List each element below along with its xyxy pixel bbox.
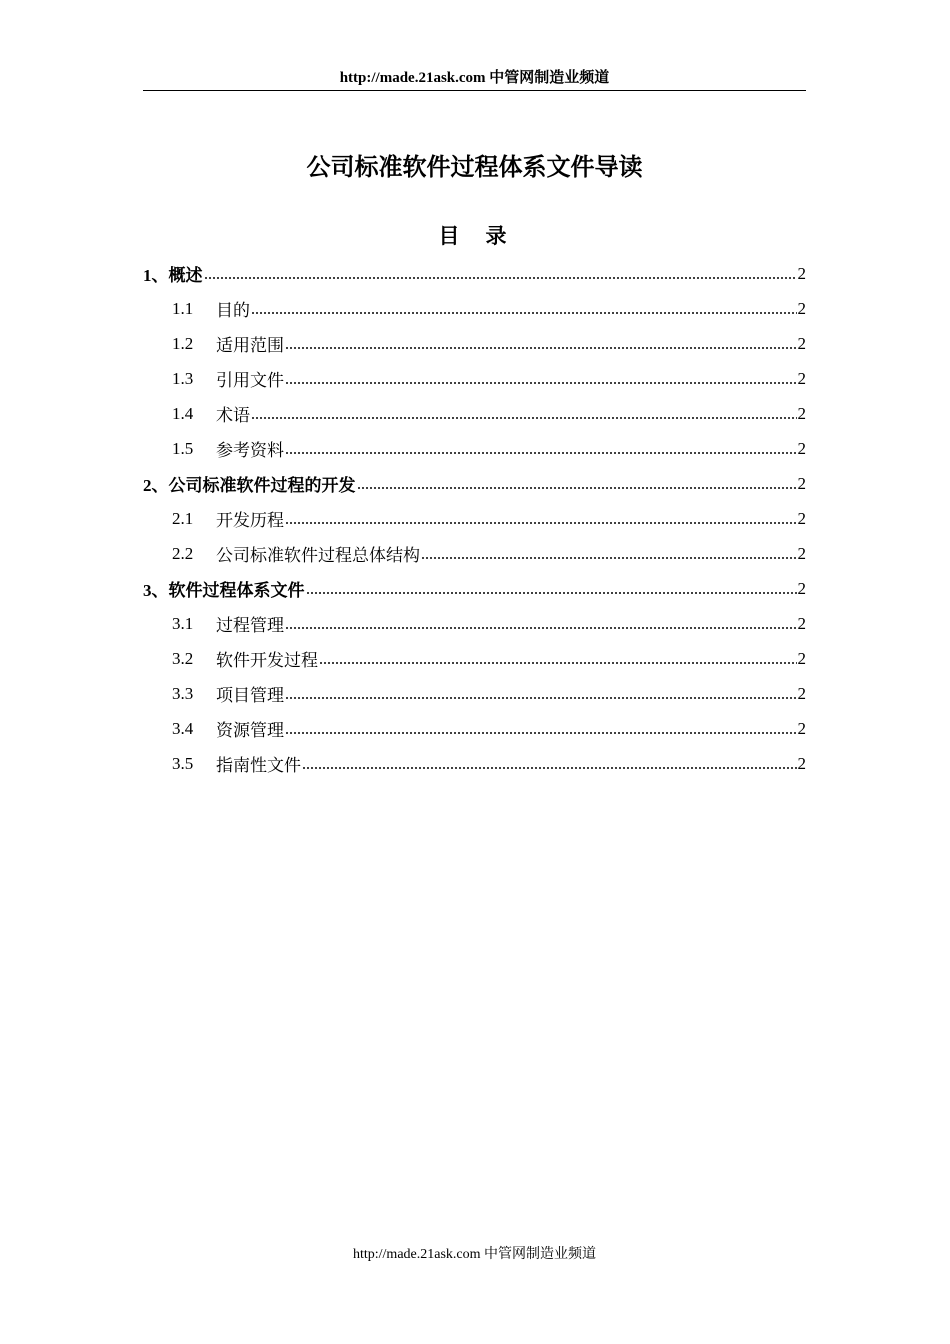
toc-section-entry[interactable] (143, 326, 806, 361)
toc-entry-label: 软件开发过程 (216, 651, 318, 671)
toc-entry-number: 2.2 (172, 543, 194, 563)
toc-section-entry[interactable] (143, 676, 806, 711)
toc-entry-number: 3.4 (172, 718, 194, 738)
toc-entry-label: 开发历程 (216, 511, 284, 531)
toc-entry-number: 1、 (143, 266, 169, 285)
toc-dot-leader (285, 616, 797, 633)
toc-dot-leader (285, 336, 797, 353)
toc-entry-page: 2 (797, 368, 806, 388)
toc-dot-leader (302, 756, 797, 773)
toc-chapter-entry[interactable] (143, 571, 806, 606)
toc-section-entry[interactable] (143, 291, 806, 326)
toc-entry-page: 2 (797, 473, 806, 493)
toc-entry-number: 3.3 (172, 683, 194, 703)
toc-chapter-entry[interactable] (143, 256, 806, 291)
toc-section-entry[interactable] (143, 606, 806, 641)
toc-entry-label: 引用文件 (216, 371, 284, 391)
toc-entry-page: 2 (797, 438, 806, 458)
toc-entry-label: 软件过程体系文件 (168, 581, 305, 601)
toc-section-entry[interactable] (143, 746, 806, 781)
toc-entry-label: 指南性文件 (216, 756, 301, 776)
toc-dot-leader (421, 546, 797, 563)
toc-entry-label: 公司标准软件过程的开发 (168, 476, 356, 496)
document-title: 公司标准软件过程体系文件导读 (306, 152, 643, 181)
toc-section-entry[interactable] (143, 431, 806, 466)
toc-section-entry[interactable] (143, 361, 806, 396)
toc-dot-leader (285, 721, 797, 738)
toc-entry-label: 参考资料 (216, 441, 284, 461)
toc-entry-label: 概述 (168, 266, 203, 286)
toc-section-entry[interactable] (143, 536, 806, 571)
toc-entry-number: 2、 (143, 476, 169, 495)
toc-entry-label: 项目管理 (216, 686, 284, 706)
toc-entry-number: 3.1 (172, 613, 194, 633)
toc-entry-page: 2 (797, 508, 806, 528)
toc-entry-number: 1.2 (172, 333, 194, 353)
toc-entry-page: 2 (797, 753, 806, 773)
toc-entry-page: 2 (797, 683, 806, 703)
toc-entry-label: 适用范围 (216, 336, 284, 356)
toc-dot-leader (319, 651, 797, 668)
toc-dot-leader (285, 686, 797, 703)
page-footer: http://made.21ask.com 中管网制造业频道 (352, 1247, 597, 1262)
toc-entry-label: 过程管理 (216, 616, 284, 636)
toc-entry-number: 3.5 (172, 753, 194, 773)
toc-entry-page: 2 (797, 613, 806, 633)
toc-dot-leader (251, 301, 797, 318)
toc-section-entry[interactable] (143, 641, 806, 676)
page-header: http://made.21ask.com 中管网制造业频道 (143, 66, 806, 91)
toc-title (143, 220, 806, 252)
toc-dot-leader (285, 441, 797, 458)
toc-title-left: 目 (438, 223, 464, 248)
toc-chapter-entry[interactable] (143, 466, 806, 501)
toc-entry-page: 2 (797, 333, 806, 353)
toc-entry-number: 1.5 (172, 438, 194, 458)
toc-entry-page: 2 (797, 263, 806, 283)
toc-dot-leader (285, 511, 797, 528)
toc-entry-page: 2 (797, 543, 806, 563)
toc-section-entry[interactable] (143, 501, 806, 536)
toc-section-entry[interactable] (143, 396, 806, 431)
toc-entry-page: 2 (797, 298, 806, 318)
toc-dot-leader (204, 266, 797, 283)
toc-entry-label: 资源管理 (216, 721, 284, 741)
toc-entry-number: 3.2 (172, 648, 194, 668)
toc-entry-page: 2 (797, 578, 806, 598)
toc-entry-number: 1.1 (172, 298, 194, 318)
toc-dot-leader (357, 476, 797, 493)
toc-title-right: 录 (485, 223, 511, 248)
toc-entry-page: 2 (797, 403, 806, 423)
toc-entry-number: 2.1 (172, 508, 194, 528)
toc-entry-number: 3、 (143, 581, 169, 600)
table-of-contents (143, 256, 806, 781)
toc-entry-label: 术语 (216, 406, 250, 426)
toc-entry-label: 目的 (216, 301, 250, 321)
toc-entry-number: 1.3 (172, 368, 194, 388)
toc-entry-page: 2 (797, 718, 806, 738)
toc-dot-leader (285, 371, 797, 388)
toc-entry-label: 公司标准软件过程总体结构 (216, 546, 420, 566)
toc-entry-page: 2 (797, 648, 806, 668)
toc-entry-number: 1.4 (172, 403, 194, 423)
toc-section-entry[interactable] (143, 711, 806, 746)
toc-dot-leader (306, 581, 797, 598)
toc-dot-leader (251, 406, 797, 423)
